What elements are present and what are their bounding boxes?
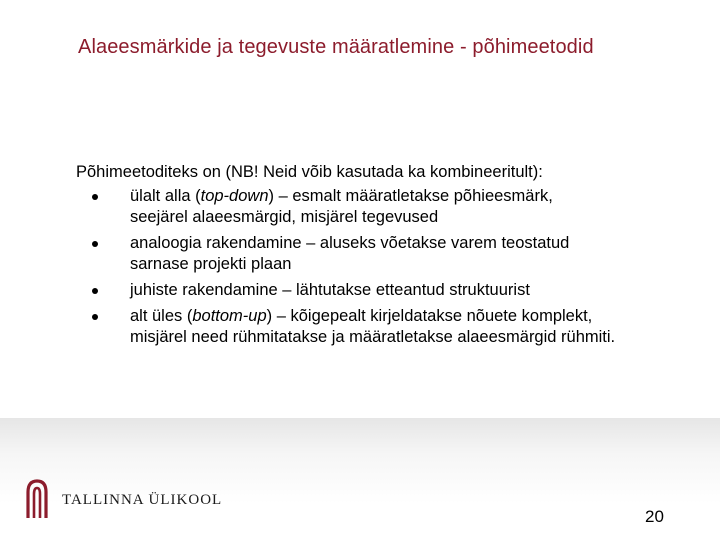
- bullet-text-continued: sarnase projekti plaan: [130, 255, 292, 273]
- footer-band: [0, 418, 720, 540]
- bullet-term: bottom-up: [192, 307, 267, 325]
- university-logo-icon: [25, 478, 49, 518]
- bullet-list: [76, 186, 706, 348]
- bullet-item: [76, 186, 706, 228]
- bullet-text: juhiste rakendamine – lähtutakse etteantud struktuurist: [130, 281, 530, 299]
- slide-content: [76, 162, 706, 353]
- bullet-text: ülalt alla (: [130, 187, 201, 205]
- bullet-dot-icon: [92, 314, 98, 320]
- bullet-dot-icon: [92, 194, 98, 200]
- university-name: TALLINNA ÜLIKOOL: [62, 492, 223, 508]
- bullet-term: top-down: [200, 187, 269, 205]
- bullet-item: [76, 306, 706, 348]
- intro-text: Põhimeetoditeks on (NB! Neid võib kasutada ka kombineeritult):: [76, 163, 543, 181]
- bullet-dot-icon: [92, 288, 98, 294]
- bullet-item: [76, 280, 706, 301]
- bullet-item: [76, 233, 706, 275]
- bullet-text-continued: seejärel alaeesmärgid, misjärel tegevused: [130, 208, 439, 226]
- bullet-dot-icon: [92, 241, 98, 247]
- bullet-text: ) – esmalt määratletakse põhieesmärk,: [268, 187, 553, 205]
- slide-title: Alaeesmärkide ja tegevuste määratlemine - põhimeetodid: [78, 36, 594, 58]
- bullet-text: analoogia rakendamine – aluseks võetakse varem teostatud: [130, 234, 570, 252]
- bullet-text-continued: misjärel need rühmitatakse ja määratletakse alaeesmärgid rühmiti.: [130, 328, 616, 346]
- bullet-text: ) – kõigepealt kirjeldatakse nõuete komplekt,: [266, 307, 593, 325]
- page-number: 20: [645, 507, 664, 526]
- bullet-text: alt üles (: [130, 307, 193, 325]
